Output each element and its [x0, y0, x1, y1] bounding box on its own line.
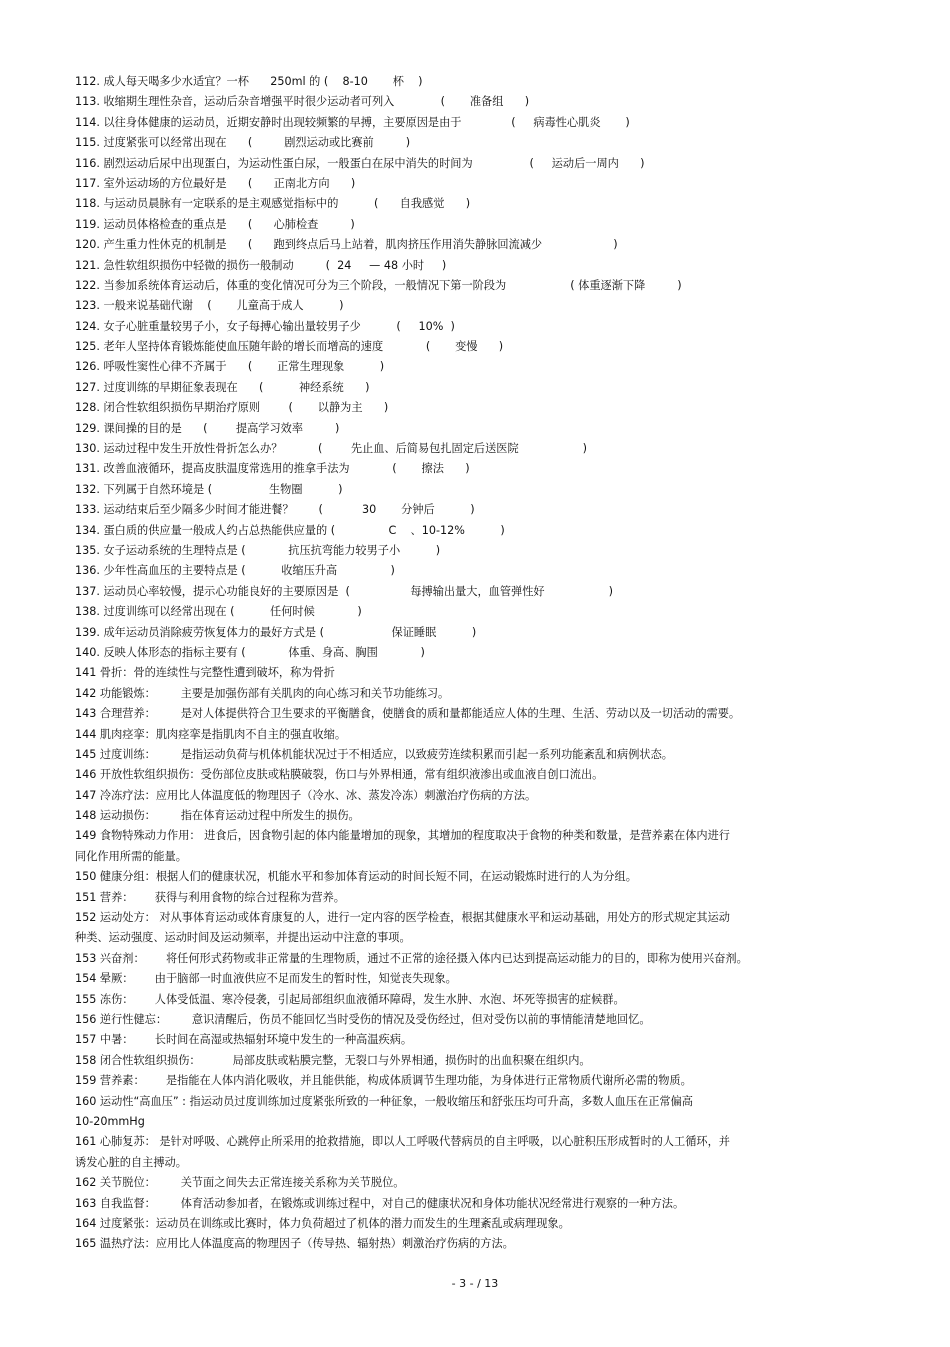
text-line: 153 兴奋剂： 将任何形式药物或非正常量的生理物质，通过不正常的途径摄入体内已达到提高运动能力的目的，即称为使用兴奋剂。 — [75, 951, 748, 965]
text-line: 145 过度训练： 是指运动负荷与机体机能状况过于不相适应，以致疲劳连续积累而引起一系列功能紊乱和病例状态。 — [75, 747, 673, 761]
definition-161-line1: 161 心肺复苏： 是针对呼吸、心跳停止所采用的抢救措施，即以人工呼吸代替病员的自主呼吸，以心脏积压形成暂时的人工循环，并 — [75, 1135, 730, 1149]
text-line: 165 温热疗法：应用比人体温度高的物理因子（传导热、辐射热）刺激治疗伤病的方法。 — [75, 1237, 514, 1251]
definition-161-line2: 诱发心脏的自主搏动。 — [75, 1155, 187, 1169]
definition-161 — [75, 1132, 875, 1173]
text-line: 123. 一般来说基础代谢 ( 儿童高于成人 ) — [75, 299, 344, 313]
text-line: 137. 运动员心率较慢，提示心功能良好的主要原因是 ( 每搏输出量大，血管弹性好 ) — [75, 584, 613, 598]
definition-list-4 — [75, 1173, 875, 1255]
text-line: 144 肌肉痉挛：肌肉痉挛是指肌肉不自主的强直收缩。 — [75, 727, 347, 741]
text-line: 148 运动损伤： 指在体育运动过程中所发生的损伤。 — [75, 809, 360, 823]
text-line: 114. 以往身体健康的运动员，近期安静时出现较频繁的早搏，主要原因是由于 ( 病毒性心肌炎 ) — [75, 115, 630, 129]
text-line: 151 营养： 获得与利用食物的综合过程称为营养。 — [75, 890, 345, 904]
definition-149-line1: 149 食物特殊动力作用： 进食后，因食物引起的体内能量增加的现象，其增加的程度取决于食物的种类和数量，是营养素在体内进行 — [75, 829, 730, 843]
document-body — [75, 72, 875, 1255]
definition-149 — [75, 826, 875, 867]
text-line: 118. 与运动员晨脉有一定联系的是主观感觉指标中的 ( 自我感觉 ) — [75, 197, 471, 211]
text-line: 156 逆行性健忘： 意识清醒后，伤员不能回忆当时受伤的情况及受伤经过，但对受伤以前的事情能清楚地回忆。 — [75, 1013, 651, 1027]
definition-160-line2: 10-20mmHg — [75, 1115, 145, 1128]
text-line: 120. 产生重力性休克的机制是 ( 跑到终点后马上站着，肌肉挤压作用消失静脉回流减少 ) — [75, 238, 618, 252]
text-line: 125. 老年人坚持体育锻炼能使血压随年龄的增长而增高的速度 ( 变慢 ) — [75, 340, 504, 354]
text-line: 132. 下列属于自然环境是 ( 生物圈 ) — [75, 482, 343, 496]
text-line: 112. 成人每天喝多少水适宜？一杯 250ml 的 ( 8-10 杯 ) — [75, 75, 423, 88]
text-line: 141 骨折：骨的连续性与完整性遭到破坏，称为骨折 — [75, 666, 335, 680]
definition-149-line2: 同化作用所需的能量。 — [75, 849, 187, 863]
definition-list-2 — [75, 867, 875, 908]
text-line: 159 营养素： 是指能在人体内消化吸收，并且能供能，构成体质调节生理功能，为身体进行正常物质代谢所必需的物质。 — [75, 1074, 692, 1088]
definition-160 — [75, 1092, 875, 1133]
text-line: 158 闭合性软组织损伤： 局部皮肤或粘膜完整，无裂口与外界相通，损伤时的出血积聚在组织内。 — [75, 1053, 591, 1067]
text-line: 113. 收缩期生理性杂音，运动后杂音增强平时很少运动者可列入 ( 准备组 ) — [75, 95, 530, 109]
text-line: 162 关节脱位： 关节面之间失去正常连接关系称为关节脱位。 — [75, 1176, 405, 1190]
definition-152-line2: 种类、运动强度、运动时间及运动频率，并提出运动中注意的事项。 — [75, 931, 411, 945]
text-line: 163 自我监督： 体育活动参加者，在锻炼或训练过程中，对自己的健康状况和身体功能状况经常进行观察的一种方法。 — [75, 1196, 685, 1210]
text-line: 136. 少年性高血压的主要特点是 ( 收缩压升高 ) — [75, 564, 395, 578]
text-line: 154 晕厥： 由于脑部一时血液供应不足而发生的暂时性，知觉丧失现象。 — [75, 972, 457, 986]
definition-152 — [75, 908, 875, 949]
text-line: 122. 当参加系统体育运动后，体重的变化情况可分为三个阶段，一般情况下第一阶段为 ( 体重逐渐下降 ) — [75, 278, 682, 292]
text-line: 147 冷冻疗法：应用比人体温度低的物理因子（冷水、冰、蒸发冷冻）刺激治疗伤病的方法。 — [75, 788, 537, 802]
text-line: 128. 闭合性软组织损伤早期治疗原则 ( 以静为主 ) — [75, 401, 389, 415]
text-line: 139. 成年运动员消除疲劳恢复体力的最好方式是 ( 保证睡眠 ) — [75, 625, 477, 639]
text-line: 126. 呼吸性窦性心律不齐属于 ( 正常生理现象 ) — [75, 360, 385, 374]
text-line: 127. 过度训练的早期征象表现在 ( 神经系统 ) — [75, 380, 370, 394]
text-line: 135. 女子运动系统的生理特点是 ( 抗压抗弯能力较男子小 ) — [75, 543, 441, 557]
definition-152-line1: 152 运动处方： 对从事体育运动或体育康复的人，进行一定内容的医学检查，根据其健康水平和运动基础，用处方的形式规定其运动 — [75, 911, 730, 925]
text-line: 140. 反映人体形态的指标主要有 ( 体重、身高、胸围 ) — [75, 645, 425, 659]
text-line: 164 过度紧张：运动员在训练或比赛时，体力负荷超过了机体的潜力而发生的生理紊乱或病理现象。 — [75, 1217, 570, 1230]
page-number: - 3 - / 13 — [451, 1277, 499, 1290]
text-line: 124. 女子心脏重量较男子小，女子每搏心输出量较男子少 ( 10% ) — [75, 319, 455, 333]
text-line: 150 健康分组：根据人们的健康状况，机能水平和参加体育运动的时间长短不同，在运动锻炼时进行的人为分组。 — [75, 870, 637, 884]
text-line: 133. 运动结束后至少隔多少时间才能进餐？ ( 30 分钟后 ) — [75, 503, 475, 517]
text-line: 119. 运动员体格检查的重点是 ( 心肺检查 ) — [75, 217, 355, 231]
text-line: 142 功能锻炼： 主要是加强伤部有关肌肉的向心练习和关节功能练习。 — [75, 686, 450, 700]
text-line: 116. 剧烈运动后尿中出现蛋白，为运动性蛋白尿，一般蛋白在尿中消失的时间为 ( 运动后一周内 ) — [75, 156, 645, 170]
text-line: 117. 室外运动场的方位最好是 ( 正南北方向 ) — [75, 176, 356, 190]
text-line: 146 开放性软组织损伤：受伤部位皮肤或粘膜破裂，伤口与外界相通，常有组织液渗出或血液自创口流出。 — [75, 768, 604, 782]
text-line: 115. 过度紧张可以经常出现在 ( 剧烈运动或比赛前 ) — [75, 136, 411, 150]
text-line: 157 中暑： 长时间在高湿或热辐射环境中发生的一种高温疾病。 — [75, 1033, 413, 1047]
definition-160-line1: 160 运动性“高血压” : 指运动员过度训练加过度紧张所致的一种征象，一般收缩压和舒张压均可升高，多数人血压在正常偏高 — [75, 1094, 693, 1108]
definition-list-3 — [75, 949, 875, 1092]
text-line: 130. 运动过程中发生开放性骨折怎么办？ ( 先止血、后简易包扎固定后送医院 ) — [75, 442, 588, 456]
text-line: 138. 过度训练可以经常出现在 ( 任何时候 ) — [75, 605, 362, 619]
question-list — [75, 72, 875, 826]
text-line: 129. 课间操的目的是 ( 提高学习效率 ) — [75, 421, 340, 435]
text-line: 131. 改善血液循环，提高皮肤温度常选用的推拿手法为 ( 擦法 ) — [75, 462, 470, 476]
text-line: 143 合理营养： 是对人体提供符合卫生要求的平衡膳食，使膳食的质和量都能适应人体的生理、生活、劳动以及一切活动的需要。 — [75, 707, 741, 721]
text-line: 155 冻伤： 人体受低温、寒冷侵袭，引起局部组织血液循环障碍，发生水肿、水泡、坏死等损害的症候群。 — [75, 992, 625, 1006]
text-line: 134. 蛋白质的供应量一般成人约占总热能供应量的 ( C 、10-12% ) — [75, 523, 505, 537]
text-line: 121. 急性软组织损伤中轻微的损伤一般制动 ( 24 — 48 小时 ) — [75, 258, 447, 272]
